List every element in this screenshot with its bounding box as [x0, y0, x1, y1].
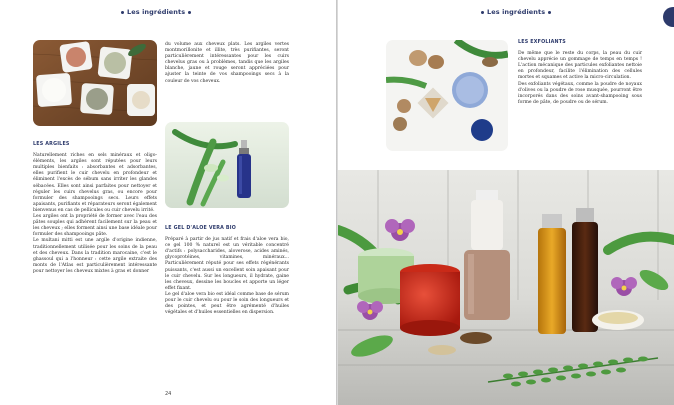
- running-head-left: [118, 8, 194, 16]
- bullet-dot-icon: [188, 11, 191, 14]
- exfoliants-column: [518, 40, 642, 106]
- right-page: [338, 0, 674, 405]
- aloe-vera-photo: [165, 122, 289, 208]
- clay-bowls-illustration: [33, 40, 157, 126]
- page-number-left: 24: [165, 391, 172, 397]
- cosmetics-still-life-illustration: [338, 170, 674, 405]
- exfoliants-photo: [386, 40, 508, 151]
- chapter-tab-marker: [663, 7, 674, 27]
- argiles-paragraph-3: Le multani mitti est une argile d'origine indienne, traditionnellement utilisée pour les soins de la peau et des cheveux. Dans la tradition marocaine, c'est le ghassoul qui a l'honneur : cette argile extraite des monts de l'Atlas est particulièrement intéressante pour nettoyer les cheveux mixtes à gras et donner: [33, 238, 157, 274]
- section-heading-argiles: LES ARGILES: [33, 142, 70, 147]
- exfoliants-paragraph-2: Des exfoliants végétaux, comme la poudre de noyaux d'olives ou la poudre de rose musquée, pourront être incorporés dans des soins avant-shampooing sous forme de pâte, de poudre ou de sérum.: [518, 81, 642, 105]
- argiles-column-2: [165, 42, 289, 85]
- bullet-dot-icon: [481, 11, 484, 14]
- running-head-right: [478, 8, 554, 16]
- exfoliants-paragraph-1: De même que le reste du corps, la peau du cuir chevelu apprécie un gommage de temps en temps ! L'action mécanique des particules exfoliantes nettoie en profondeur, facilite l'élimination des cellules mortes et squames et active la micro-circulation.: [518, 51, 642, 81]
- exfoliants-illustration: [386, 40, 508, 151]
- aloe-paragraph-1: Préparé à partir de jus natif et frais d'aloe vera bio, ce gel 100 % naturel est un véritable concentré d'actifs : polysaccharides, aloverose, acides aminés, glycoprotéines, vitamines, minéraux... Particulièrement réputé pour ses effets régénérants puissants, c'est aussi un excellent soin apaisant pour le cuir chevelu. Sur les longueurs, il hydrate, gaine les cheveux, dessine les boucles et apporte un léger effet fixant.: [165, 237, 289, 291]
- aloe-column: [165, 226, 289, 316]
- cosmetics-still-life-photo: [338, 170, 674, 405]
- argiles-paragraph-1: Naturellement riches en sels minéraux et oligo-éléments, les argiles sont réputées pour leurs multiples bienfaits : absorbantes et adsorbantes, elles purifient le cuir chevelu en profondeur et éliminent l'excès de sébum sans irriter les glandes sébacées. Elles sont ainsi parfaites pour nettoyer et réguler les cuirs chevelus gras, ou encore pour formuler des shampooings secs. Leurs effets apaisants, purifiants et réparateurs seront également bienvenus en cas de pellicules ou cuir chevelu irrité.: [33, 153, 157, 213]
- section-heading-exfoliants: LES EXFOLIANTS: [518, 40, 566, 45]
- bullet-dot-icon: [548, 11, 551, 14]
- section-heading-aloe: LE GEL D'ALOE VERA BIO: [165, 226, 237, 231]
- bullet-dot-icon: [121, 11, 124, 14]
- running-head-text: Les ingrédients: [127, 8, 186, 16]
- aloe-paragraph-2: Le gel d'aloe vera bio est idéal comme base de sérum pour le cuir chevelu ou pour le soin des longueurs et des pointes, et peut être agrémenté d'huiles végétales et d'huiles essentielles en dispersion.: [165, 291, 289, 316]
- argiles-column-1: [33, 142, 157, 275]
- left-page: [0, 0, 336, 405]
- running-head-text: Les ingrédients: [487, 8, 546, 16]
- argiles-paragraph-2: Les argiles ont la propriété de former avec l'eau des pâtes souples qui adhèrent facilement sur la peau et les cheveux ; elles forment ainsi une base idéale pour formuler des shampooings pâte.: [33, 214, 157, 238]
- aloe-vera-illustration: [165, 122, 289, 208]
- clay-bowls-photo: [33, 40, 157, 126]
- argiles-continued-paragraph: du volume aux cheveux plats. Les argiles vertes montmorillonite et illite, très purifiantes, seront particulièrement intéressantes pour les cuirs chevelus gras ou à problèmes, tandis que les argiles blanche, jaune et rouge seront appréciées pour ajuster la teinte de vos shampooings secs à la couleur de vos cheveux.: [165, 42, 289, 84]
